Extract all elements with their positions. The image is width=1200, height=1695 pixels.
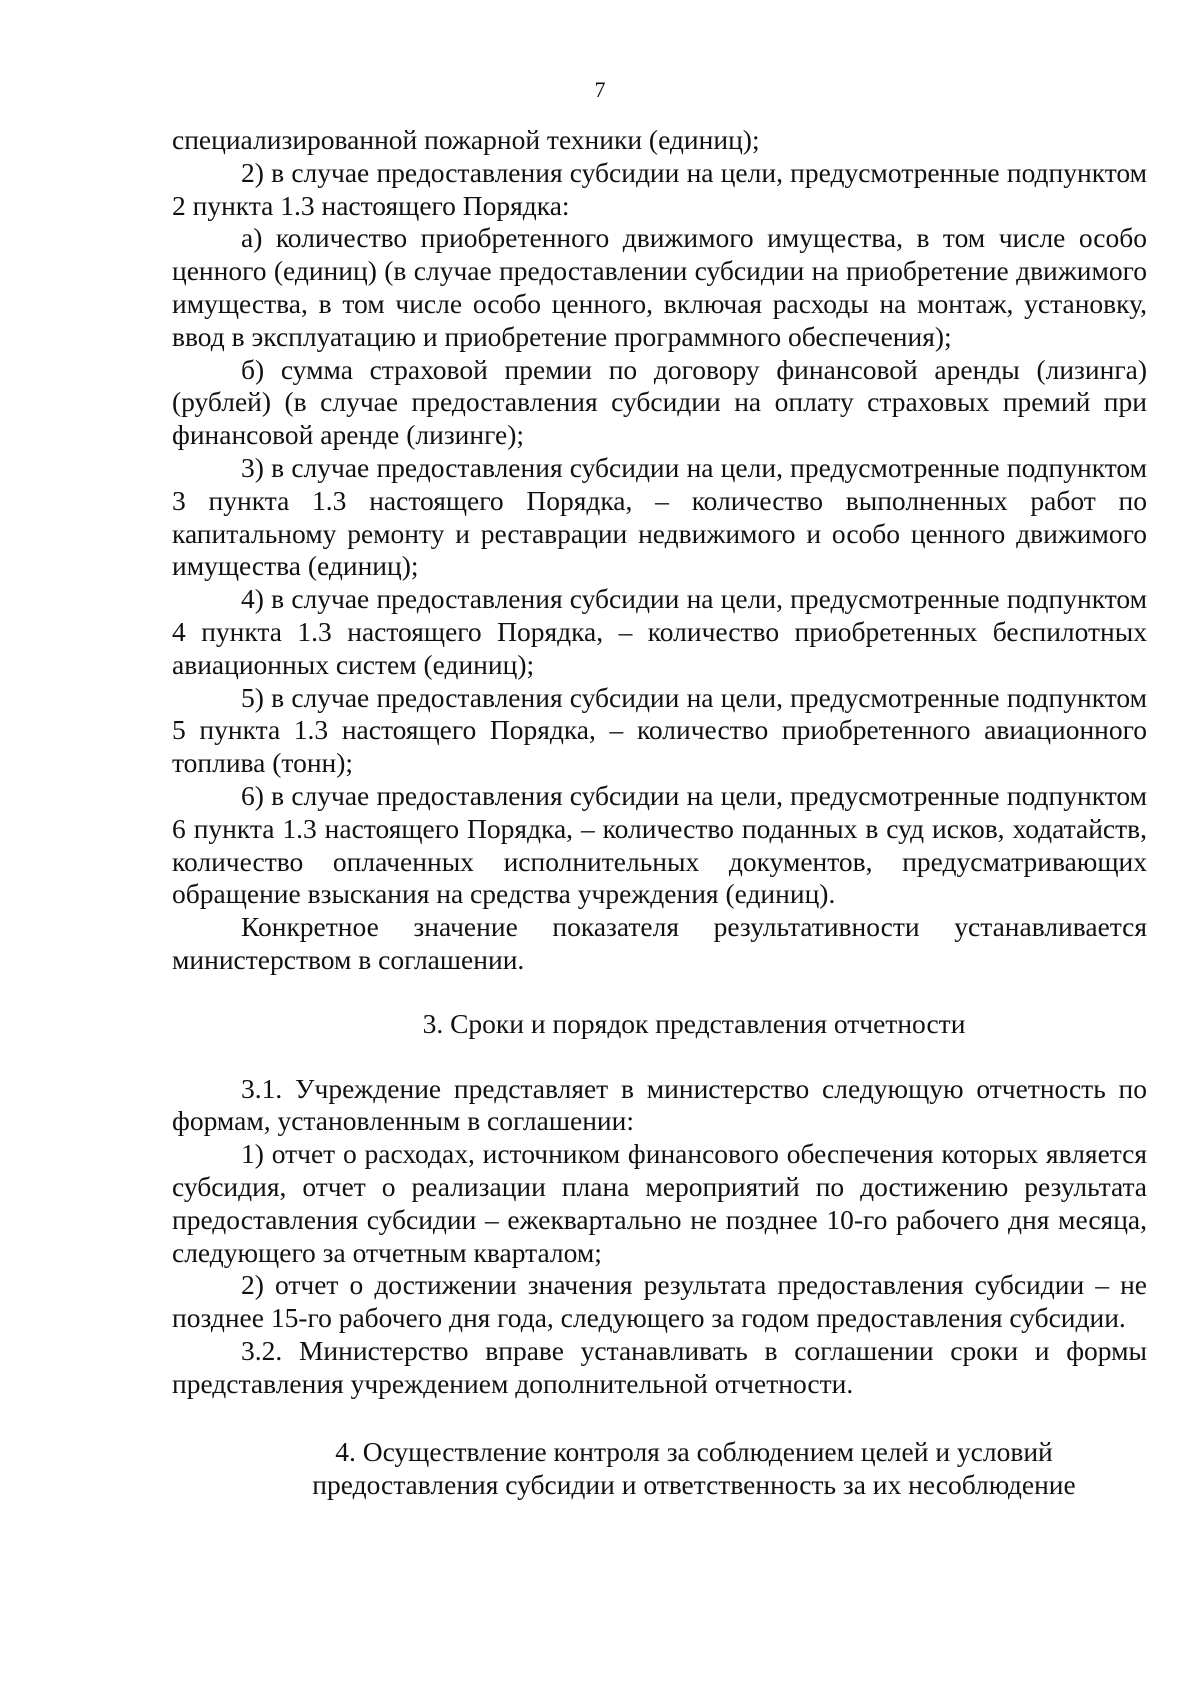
paragraph-3-2: 3.2. Министерство вправе устанавливать в соглашении сроки и формы представления учреждением дополнительной отчетности.: [172, 1334, 1147, 1399]
paragraph-3-1-item-1: 1) отчет о расходах, источником финансового обеспечения которых является субсидия, отчет о реализации плана мероприятий по достижению результата предоставления субсидии – ежеквартально не позднее 10-го рабочего дня месяца, следующего за отчетным кварталом;: [172, 1138, 1147, 1268]
paragraph-item-5: 5) в случае предоставления субсидии на цели, предусмотренные подпунктом 5 пункта 1.3 настоящего Порядка, – количество приобретенного авиационного топлива (тонн);: [172, 681, 1147, 779]
paragraph-3-1-item-2: 2) отчет о достижении значения результата предоставления субсидии – не позднее 15-го рабочего дня года, следующего за годом предоставления субсидии.: [172, 1269, 1147, 1334]
section-4-heading-line-2: предоставления субсидии и ответственность за их несоблюдение: [312, 1469, 1076, 1501]
section-3-heading: 3. Сроки и порядок представления отчетности: [422, 1007, 966, 1039]
document-body: [172, 124, 1147, 1502]
paragraph-indicator-value: Конкретное значение показателя результативности устанавливается министерством в соглашении.: [172, 911, 1147, 975]
paragraph-continuation: специализированной пожарной техники (единиц);: [172, 124, 760, 155]
paragraph-3-1: 3.1. Учреждение представляет в министерство следующую отчетность по формам, установленным в соглашении:: [172, 1072, 1147, 1137]
paragraph-item-4: 4) в случае предоставления субсидии на цели, предусмотренные подпунктом 4 пункта 1.3 настоящего Порядка, – количество приобретенных беспилотных авиационных систем (единиц);: [172, 583, 1147, 680]
page-number: 7: [594, 77, 606, 102]
section-4-heading: [172, 1436, 1147, 1502]
section-4-heading-line-1: 4. Осуществление контроля за соблюдением целей и условий: [335, 1436, 1053, 1468]
paragraph-item-2a: а) количество приобретенного движимого имущества, в том числе особо ценного (единиц) (в случае предоставлении субсидии на приобретение движимого имущества, в том числе особо ценного, включая расходы на монтаж, установку, ввод в эксплуатацию и приобретение программного обеспечения);: [172, 222, 1147, 352]
paragraph-item-3: 3) в случае предоставления субсидии на цели, предусмотренные подпунктом 3 пункта 1.3 настоящего Порядка, – количество выполненных работ по капитальному ремонту и реставрации недвижимого и особо ценного движимого имущества (единиц);: [172, 451, 1147, 582]
paragraph-item-2: 2) в случае предоставления субсидии на цели, предусмотренные подпунктом 2 пункта 1.3 настоящего Порядка:: [172, 156, 1147, 221]
paragraph-item-2b: б) сумма страховой премии по договору финансовой аренды (лизинга) (рублей) (в случае предоставления субсидии на оплату страховых премий при финансовой аренде (лизинге);: [172, 353, 1147, 451]
paragraph-item-6: 6) в случае предоставления субсидии на цели, предусмотренные подпунктом 6 пункта 1.3 настоящего Порядка, – количество поданных в суд исков, ходатайств, количество оплаченных исполнительных документов, предусматривающих обращение взыскания на средства учреждения (единиц).: [172, 779, 1147, 910]
